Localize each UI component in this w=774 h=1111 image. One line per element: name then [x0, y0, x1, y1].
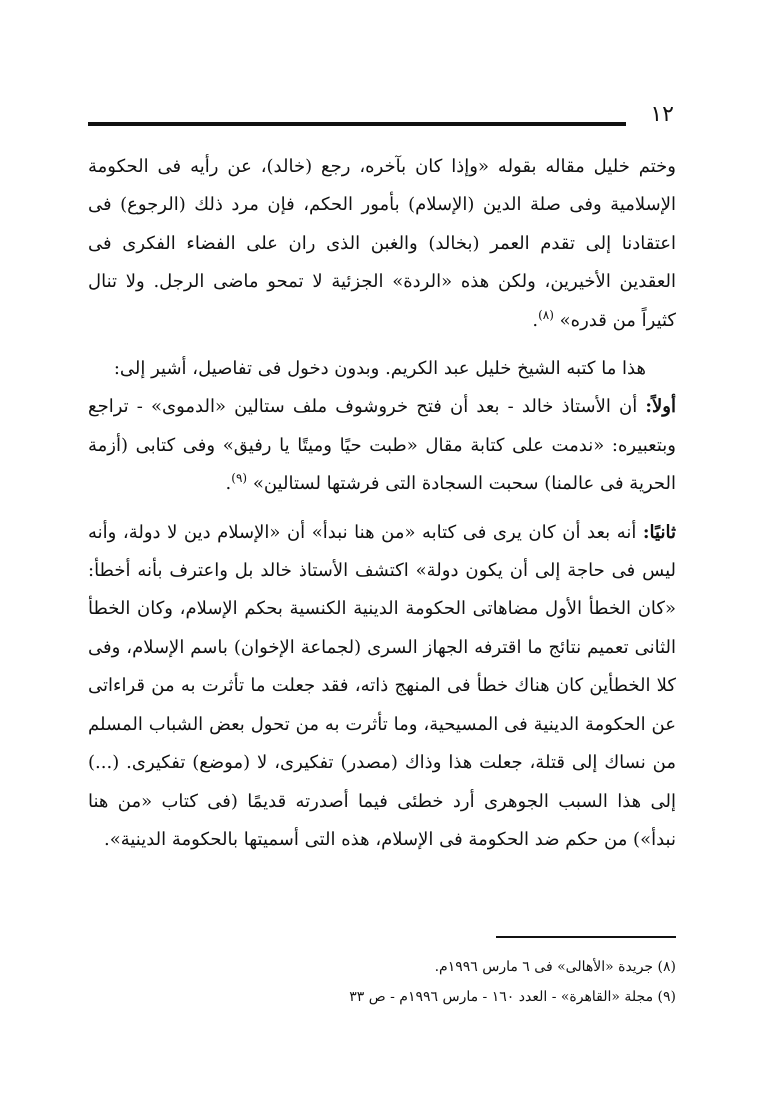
main-text [88, 148, 676, 859]
header-rule [88, 122, 626, 126]
paragraph-text: وختم خليل مقاله بقوله «وإذا كان بآخره، رجع (خالد)، عن رأيه فى الحكومة الإسلامية وفى صلة الدين (الإسلام) بأمور الحكم، فإن مرد ذلك (الرجوع) فى اعتقادنا إلى تقدم العمر (بخالد) والغبن الذى ران على الفضاء الفكرى فى العقدين الأخيرين، ولكن هذه «الردة» الجزئية لا تمحو ماضى الرجل. ولا تنال كثيراً من قدره» [88, 156, 676, 331]
paragraph-text: أنه بعد أن كان يرى فى كتابه «من هنا نبدأ» أن «الإسلام دين لا دولة، وأنه ليس فى حاجة إلى أن يكون دولة» اكتشف الأستاذ خالد بل واعترف بأنه أخطأ: «كان الخطأ الأول مضاهاتى الحكومة الدينية الكنسية بحكم الإسلام، وكان الخطأ الثانى تعميم نتائج ما اقترفه الجهاز السرى (لجماعة الإخوان) باسم الإسلام، وفى كلا الخطأين كان هناك خطأ فى المنهج ذاته، فقد جعلت ما تأثرت به من قراءاتى عن الحكومة الدينية فى المسيحية، وما تأثرت به من تحول بعض الشباب المسلم من نساك إلى قتلة، جعلت هذا وذاك (مصدر) تفكيرى، لا (موضع) تفكيرى. (...) إلى هذا السبب الجوهرى أرد خطئى فيما أصدرته قديمًا (فى كتاب «من هنا نبدأ») من حكم ضد الحكومة فى الإسلام، هذه التى أسميتها بالحكومة الدينية». [88, 521, 676, 850]
footnote-8: (٨) جريدة «الأهالى» فى ٦ مارس ١٩٩٦م. [434, 959, 676, 975]
page-header [88, 100, 674, 130]
footnotes [88, 952, 676, 1012]
page-number: ١٢ [650, 102, 674, 127]
point-lead-first: أولاً: [645, 396, 676, 418]
footnote-ref-8: (٨) [538, 307, 554, 322]
paragraph-quote-conclusion: وختم خليل مقاله بقوله «وإذا كان بآخره، رجع (خالد)، عن رأيه فى الحكومة الإسلامية وفى صلة الدين (الإسلام) بأمور الحكم، فإن مرد ذلك (الرجوع) فى اعتقادنا إلى تقدم العمر (بخالد) والغبن الذى ران على الفضاء الفكرى فى العقدين الأخيرين، ولكن هذه «الردة» الجزئية لا تمحو ماضى الرجل. ولا تنال كثيراً من قدره» $^{(٨)}$. [88, 156, 676, 331]
footnote-ref-9: (٩) [231, 471, 248, 486]
paragraph-second-point [88, 514, 676, 860]
footnote-9: (٩) مجلة «القاهرة» - العدد ١٦٠ - مارس ١٩٩٦م - ص ٣٣ [349, 989, 676, 1005]
paragraph-first-point: أولاً: أن الأستاذ خالد - بعد أن فتح خروشوف ملف ستالين «الدموى» - تراجع وبتعبيره: «ندمت على كتابة مقال «طبت حيًا وميتًا يا رفيق» وفى كتابى (أزمة الحرية فى عالمنا) سحبت السجادة التى فرشتها لستالين» $^{(٩)}$. [88, 396, 676, 495]
footnote-rule [496, 936, 676, 938]
paragraph-intro: هذا ما كتبه الشيخ خليل عبد الكريم. وبدون دخول فى تفاصيل، أشير إلى: [113, 358, 646, 380]
paragraph-text: أن الأستاذ خالد - بعد أن فتح خروشوف ملف ستالين «الدموى» - تراجع وبتعبيره: «ندمت على كتابة مقال «طبت حيًا وميتًا يا رفيق» وفى كتابى (أزمة الحرية فى عالمنا) سحبت السجادة التى فرشتها لستالين» [88, 396, 676, 495]
point-lead-second: ثانيًا: [642, 521, 676, 543]
